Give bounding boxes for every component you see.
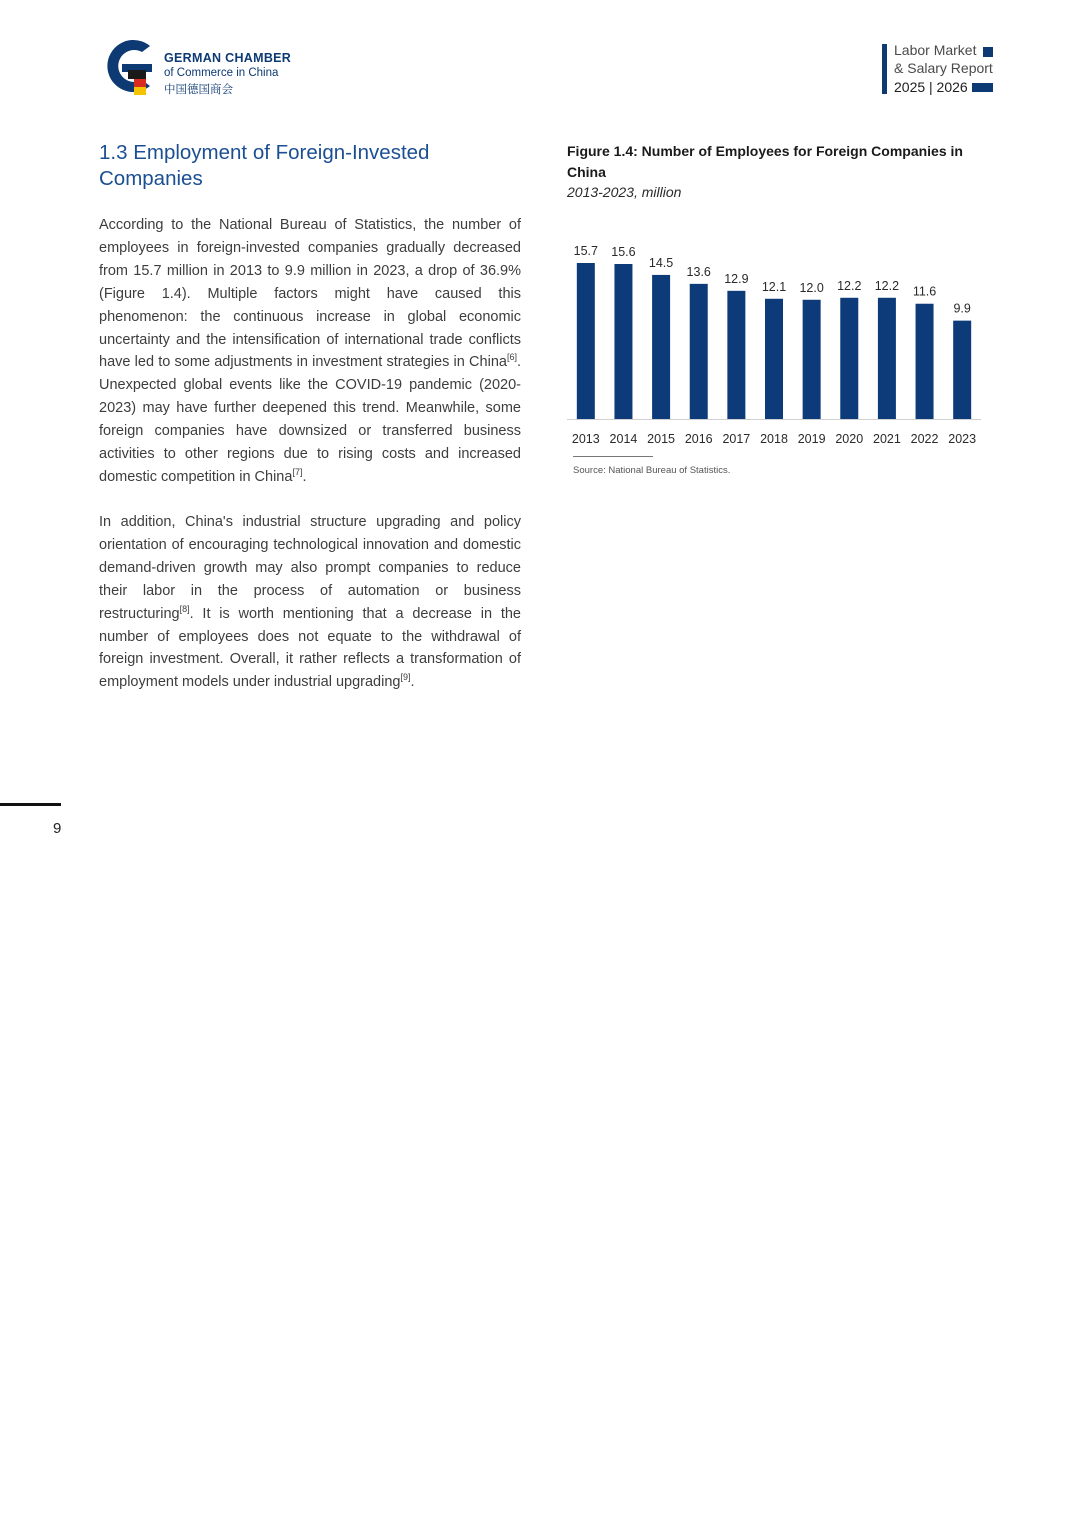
value-label-2022: 11.6 <box>912 284 937 299</box>
logo-title: GERMAN CHAMBER <box>164 51 292 65</box>
badge-square-icon <box>983 47 993 57</box>
chamber-logo-icon <box>98 36 156 96</box>
value-label-2018: 12.1 <box>761 279 787 294</box>
figure-source: Source: National Bureau of Statistics. <box>573 465 731 476</box>
value-label-2019: 12.0 <box>799 280 824 295</box>
logo-subtitle: of Commerce in China <box>164 67 279 79</box>
value-label-2021: 12.2 <box>874 278 900 293</box>
x-tick-label-2014: 2014 <box>609 432 638 446</box>
value-label-2023: 9.9 <box>953 301 971 316</box>
chart-x-axis-labels <box>572 432 976 446</box>
body-paragraph-1 <box>99 214 521 489</box>
footnote-ref-7[interactable]: [7] <box>292 467 303 478</box>
value-label-2016: 13.6 <box>686 264 711 279</box>
x-tick-label-2019: 2019 <box>797 432 826 446</box>
body-paragraph-2 <box>99 511 521 694</box>
report-title-line1: Labor Market <box>894 42 977 58</box>
employees-bar-chart <box>560 230 990 455</box>
report-years: 2025 | 2026 <box>894 79 968 95</box>
x-tick-label-2023: 2023 <box>948 432 977 446</box>
value-label-2017: 12.9 <box>724 271 749 286</box>
x-tick-label-2018: 2018 <box>760 432 788 446</box>
bar-2020 <box>840 298 858 419</box>
page-number-rule <box>0 803 61 806</box>
x-tick-label-2017: 2017 <box>722 432 751 446</box>
bar-2019 <box>803 300 821 419</box>
bar-2022 <box>916 304 934 419</box>
report-badge <box>882 42 1002 96</box>
para2-text-c: . <box>410 674 415 691</box>
value-label-2020: 12.2 <box>837 278 862 293</box>
value-label-2015: 14.5 <box>648 255 674 270</box>
bar-2023 <box>953 321 971 419</box>
para2-text-b: . It is worth mentioning that a decrease in the number of employees does not equate to the withdrawal of foreign investment. Overall, it rather reflects a transformation of employment models under industrial upgrading <box>99 605 521 691</box>
x-tick-label-2013: 2013 <box>571 432 600 446</box>
badge-rectangle-icon <box>972 83 993 92</box>
figure-title: Figure 1.4: Number of Employees for Foreign Companies in China <box>567 143 963 180</box>
bar-2018 <box>765 299 783 419</box>
para1-text-c: . <box>302 468 307 485</box>
footnote-ref-6[interactable]: [6] <box>506 352 517 363</box>
bar-2015 <box>652 275 670 419</box>
badge-accent-bar <box>882 44 887 94</box>
para2-text-a: In addition, China's industrial structure upgrading and policy orientation of encouraging technological innovation and domestic demand-driven growth may also prompt companies to reduce their labor in the process of automation or business restructuring <box>99 514 521 622</box>
x-tick-label-2022: 2022 <box>910 432 939 446</box>
x-tick-label-2016: 2016 <box>684 432 713 446</box>
source-divider <box>573 456 653 457</box>
chamber-logo <box>98 36 308 98</box>
bar-2014 <box>614 264 632 419</box>
bar-2021 <box>878 298 896 419</box>
bar-2016 <box>690 284 708 419</box>
bar-2017 <box>727 291 745 419</box>
figure-subtitle: 2013-2023, million <box>567 184 682 200</box>
x-tick-label-2015: 2015 <box>647 432 675 446</box>
x-tick-label-2020: 2020 <box>835 432 864 446</box>
footnote-ref-8[interactable]: [8] <box>179 603 190 614</box>
para1-text-b: . Unexpected global events like the COVID-19 pandemic (2020-2023) may have further deepened this trend. Meanwhile, some foreign companies have downsized or transferred business activities to other regions due to rising costs and increased domestic competition in China <box>99 354 521 485</box>
report-title-line2: & Salary Report <box>894 60 993 76</box>
logo-chinese-name: 中国德国商会 <box>164 84 233 96</box>
para1-text-a: According to the National Bureau of Statistics, the number of employees in foreign-invested companies gradually decreased from 15.7 million in 2013 to 9.9 million in 2023, a drop of 36.9% (Figure 1.4). Multiple factors might have caused this phenomenon: the continuous increase in global economic uncertainty and the intensification of international trade conflicts have led to some adjustments in investment strategies in China <box>99 217 521 371</box>
section-title: 1.3 Employment of Foreign-Invested Companies <box>99 141 430 190</box>
value-label-2014: 15.6 <box>611 244 636 259</box>
page-number: 9 <box>53 820 62 837</box>
value-label-2013: 15.7 <box>573 244 598 258</box>
x-tick-label-2021: 2021 <box>873 432 901 446</box>
bar-2013 <box>577 263 595 419</box>
footnote-ref-9[interactable]: [9] <box>400 672 411 683</box>
